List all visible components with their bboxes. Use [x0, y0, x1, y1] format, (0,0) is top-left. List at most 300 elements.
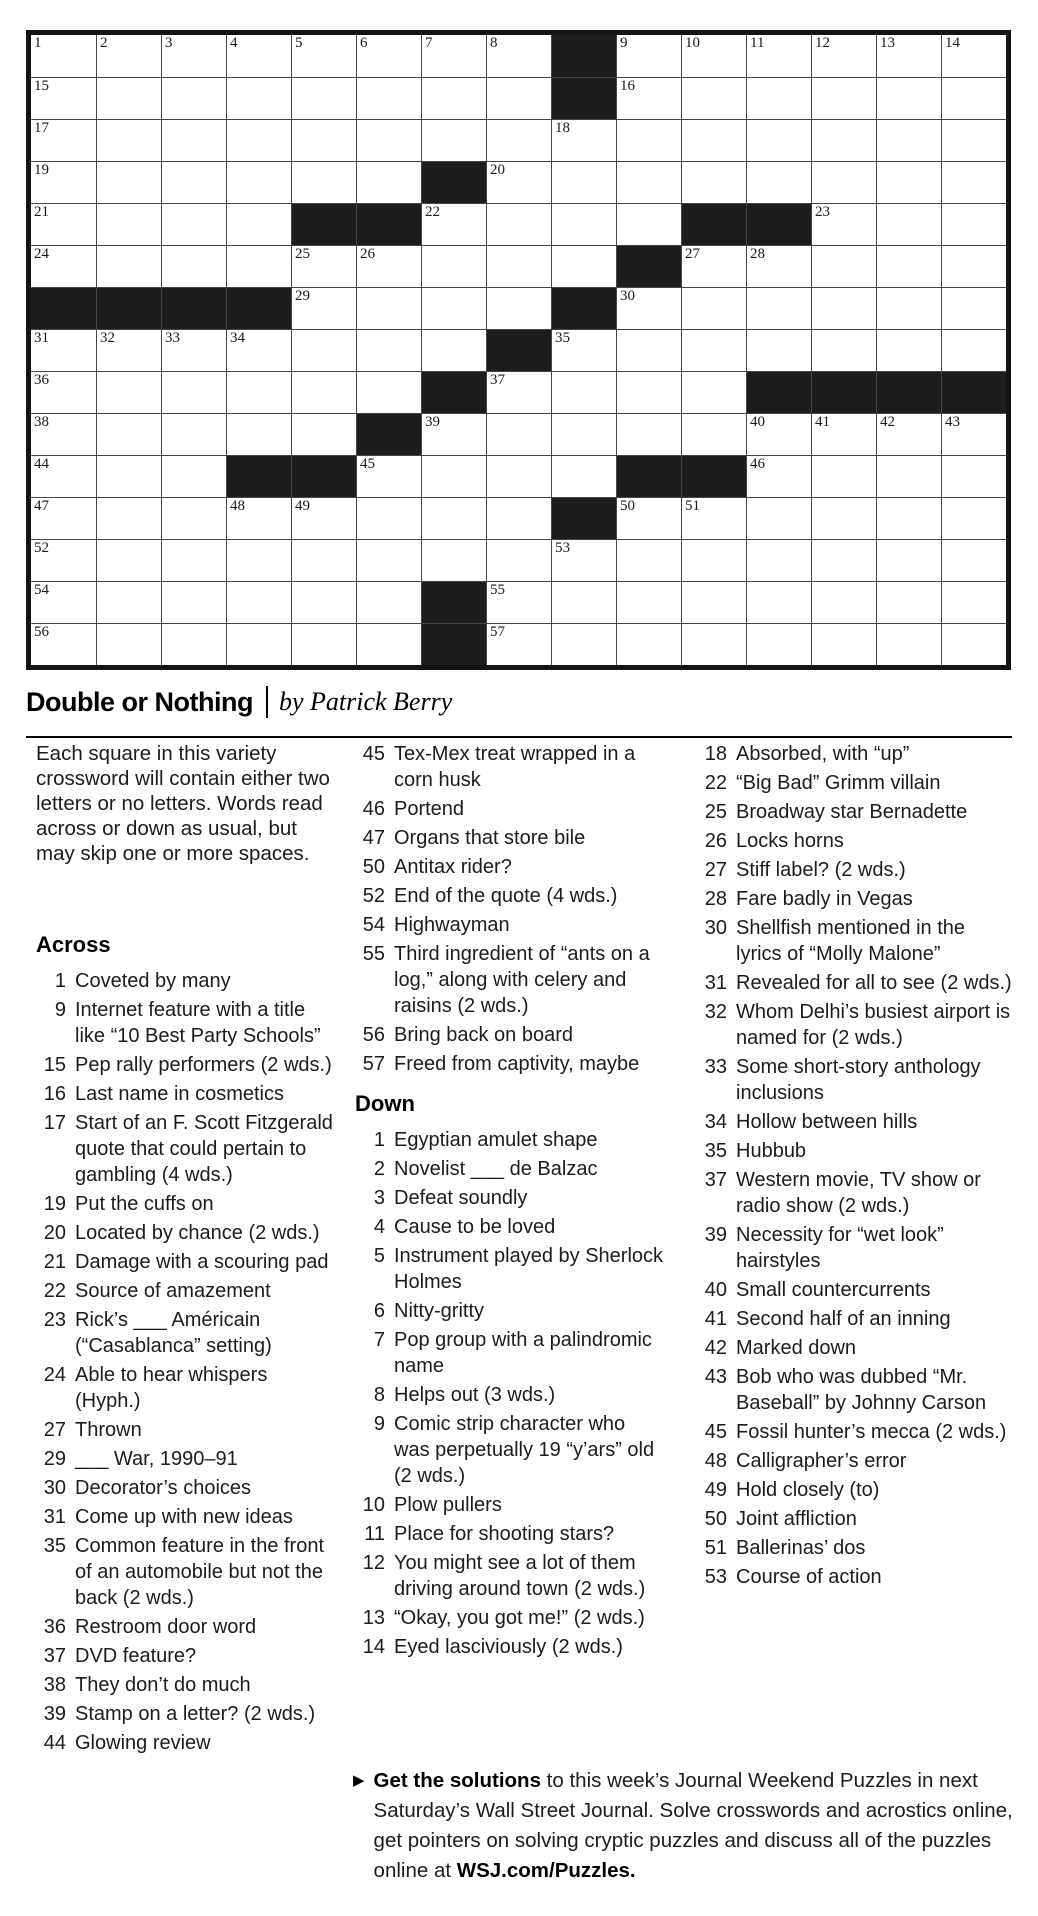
grid-cell[interactable] — [876, 287, 941, 329]
clue-number: 35 — [43, 1535, 66, 1557]
grid-cell[interactable] — [746, 455, 811, 497]
grid-cell[interactable] — [291, 35, 356, 77]
grid-cell[interactable] — [811, 497, 876, 539]
grid-cell[interactable] — [356, 161, 421, 203]
clue-text: Portend — [394, 798, 465, 820]
grid-cell[interactable] — [876, 329, 941, 371]
clue-number: 45 — [362, 743, 385, 765]
clue-number: 6 — [373, 1300, 385, 1322]
grid-cell[interactable] — [291, 287, 356, 329]
cell-number: 38 — [34, 414, 49, 430]
grid-cell[interactable] — [616, 161, 681, 203]
grid-cell[interactable] — [811, 245, 876, 287]
grid-cell[interactable] — [226, 329, 291, 371]
clue-number: 31 — [43, 1506, 66, 1528]
grid-cell[interactable] — [291, 77, 356, 119]
grid-cell[interactable] — [31, 161, 96, 203]
grid-cell[interactable] — [681, 161, 746, 203]
grid-cell[interactable] — [876, 413, 941, 455]
grid-cell[interactable] — [616, 119, 681, 161]
grid-cell[interactable] — [811, 203, 876, 245]
grid-cell[interactable] — [811, 455, 876, 497]
grid-cell[interactable] — [161, 623, 226, 665]
grid-cell[interactable] — [486, 581, 551, 623]
clue-text: Damage with a scouring pad — [75, 1251, 329, 1273]
clue-item — [36, 1730, 336, 1756]
clue-text: Defeat soundly — [394, 1187, 528, 1209]
grid-cell[interactable] — [161, 371, 226, 413]
grid-cell[interactable] — [31, 539, 96, 581]
grid-cell[interactable] — [681, 413, 746, 455]
clue-number: 54 — [362, 914, 385, 936]
clue-text: Put the cuffs on — [75, 1193, 214, 1215]
grid-cell[interactable] — [421, 329, 486, 371]
clue-item — [355, 1298, 665, 1324]
grid-cell[interactable] — [876, 581, 941, 623]
grid-cell[interactable] — [291, 413, 356, 455]
clue-number: 49 — [704, 1479, 727, 1501]
clue-text: Western movie, TV show or radio show (2 wds.) — [736, 1169, 981, 1217]
grid-cell[interactable] — [551, 413, 616, 455]
grid-cell[interactable] — [876, 203, 941, 245]
grid-cell[interactable] — [811, 581, 876, 623]
grid-cell[interactable] — [941, 119, 1006, 161]
grid-cell[interactable] — [616, 77, 681, 119]
grid-cell[interactable] — [746, 413, 811, 455]
cell-number: 24 — [34, 246, 49, 262]
grid-cell[interactable] — [356, 623, 421, 665]
clue-item — [355, 883, 665, 909]
grid-cell[interactable] — [941, 581, 1006, 623]
clue-number: 1 — [54, 970, 66, 992]
grid-cell[interactable] — [226, 539, 291, 581]
grid-cell[interactable] — [161, 35, 226, 77]
grid-cell[interactable] — [96, 623, 161, 665]
grid-cell[interactable] — [486, 371, 551, 413]
cell-number: 30 — [620, 288, 635, 304]
grid-cell[interactable] — [31, 413, 96, 455]
grid-cell — [941, 371, 1006, 413]
grid-cell[interactable] — [96, 539, 161, 581]
grid-cell[interactable] — [746, 497, 811, 539]
grid-cell[interactable] — [941, 497, 1006, 539]
grid-cell[interactable] — [876, 539, 941, 581]
grid-cell[interactable] — [941, 329, 1006, 371]
clue-item — [697, 915, 1015, 967]
grid-cell[interactable] — [226, 35, 291, 77]
grid-cell[interactable] — [96, 329, 161, 371]
grid-cell[interactable] — [161, 119, 226, 161]
grid-cell[interactable] — [486, 497, 551, 539]
grid-cell[interactable] — [291, 161, 356, 203]
grid-cell — [421, 581, 486, 623]
grid-cell[interactable] — [291, 623, 356, 665]
clue-text: Stiff label? (2 wds.) — [736, 859, 906, 881]
grid-cell[interactable] — [31, 35, 96, 77]
grid-cell[interactable] — [226, 203, 291, 245]
grid-cell[interactable] — [486, 77, 551, 119]
grid-cell[interactable] — [551, 623, 616, 665]
grid-cell[interactable] — [356, 287, 421, 329]
grid-cell[interactable] — [486, 623, 551, 665]
grid-cell[interactable] — [96, 35, 161, 77]
grid-cell[interactable] — [551, 539, 616, 581]
grid-cell[interactable] — [746, 581, 811, 623]
grid-cell[interactable] — [226, 119, 291, 161]
grid-cell[interactable] — [161, 329, 226, 371]
clue-text: Fare badly in Vegas — [736, 888, 913, 910]
clue-item — [355, 1521, 665, 1547]
clue-number: 11 — [364, 1523, 385, 1545]
clue-text: Decorator’s choices — [75, 1477, 252, 1499]
clue-item — [36, 1220, 336, 1246]
grid-cell[interactable] — [421, 77, 486, 119]
cell-number: 28 — [750, 246, 765, 262]
clue-item — [36, 1614, 336, 1640]
grid-cell[interactable] — [421, 413, 486, 455]
grid-cell[interactable] — [941, 245, 1006, 287]
cell-number: 46 — [750, 456, 765, 472]
grid-cell[interactable] — [746, 161, 811, 203]
clue-item — [36, 1307, 336, 1359]
grid-cell[interactable] — [31, 581, 96, 623]
grid-cell[interactable] — [486, 245, 551, 287]
grid-cell[interactable] — [746, 119, 811, 161]
clue-text: Necessity for “wet look” hairstyles — [736, 1224, 944, 1272]
clue-item — [36, 1672, 336, 1698]
grid-cell — [811, 371, 876, 413]
grid-cell[interactable] — [616, 35, 681, 77]
grid-cell[interactable] — [356, 371, 421, 413]
grid-cell[interactable] — [746, 329, 811, 371]
grid-cell[interactable] — [876, 455, 941, 497]
grid-cell[interactable] — [811, 623, 876, 665]
grid-cell[interactable] — [551, 581, 616, 623]
grid-cell[interactable] — [941, 413, 1006, 455]
clue-number: 1 — [373, 1129, 385, 1151]
grid-cell[interactable] — [226, 161, 291, 203]
grid-cell[interactable] — [356, 245, 421, 287]
grid-cell[interactable] — [681, 539, 746, 581]
clue-text: Ballerinas’ dos — [736, 1537, 866, 1559]
grid-cell[interactable] — [226, 497, 291, 539]
grid-cell[interactable] — [681, 329, 746, 371]
grid-cell[interactable] — [681, 35, 746, 77]
clue-item — [697, 1419, 1015, 1445]
grid-cell[interactable] — [551, 119, 616, 161]
grid-cell[interactable] — [811, 119, 876, 161]
across-clue-list-1 — [36, 968, 336, 1756]
grid-cell[interactable] — [31, 371, 96, 413]
grid-cell[interactable] — [291, 539, 356, 581]
grid-cell[interactable] — [31, 203, 96, 245]
grid-cell[interactable] — [226, 77, 291, 119]
grid-cell[interactable] — [356, 455, 421, 497]
grid-cell[interactable] — [226, 245, 291, 287]
grid-cell[interactable] — [421, 245, 486, 287]
grid-cell[interactable] — [291, 581, 356, 623]
grid-cell[interactable] — [616, 203, 681, 245]
grid-cell[interactable] — [421, 455, 486, 497]
grid-cell[interactable] — [421, 203, 486, 245]
grid-cell[interactable] — [551, 371, 616, 413]
grid-cell[interactable] — [161, 497, 226, 539]
clue-number: 55 — [362, 943, 385, 965]
clue-item — [355, 1492, 665, 1518]
grid-cell[interactable] — [161, 77, 226, 119]
grid-cell[interactable] — [226, 581, 291, 623]
clue-text: “Okay, you got me!” (2 wds.) — [394, 1607, 645, 1629]
grid-cell[interactable] — [96, 119, 161, 161]
grid-cell[interactable] — [421, 497, 486, 539]
grid-cell[interactable] — [876, 497, 941, 539]
grid-cell[interactable] — [616, 413, 681, 455]
grid-cell[interactable] — [96, 77, 161, 119]
grid-cell[interactable] — [96, 413, 161, 455]
cell-number: 16 — [620, 78, 635, 94]
grid-cell[interactable] — [746, 245, 811, 287]
solutions-note — [353, 1766, 1015, 1886]
clue-number: 40 — [704, 1279, 727, 1301]
grid-cell[interactable] — [291, 245, 356, 287]
cell-number: 36 — [34, 372, 49, 388]
grid-cell[interactable] — [811, 35, 876, 77]
grid-cell[interactable] — [486, 413, 551, 455]
clue-text: Start of an F. Scott Fitzgerald quote that could pertain to gambling (4 wds.) — [75, 1112, 333, 1186]
grid-cell[interactable] — [161, 203, 226, 245]
clue-text: Organs that store bile — [394, 827, 586, 849]
cell-number: 56 — [34, 624, 49, 640]
grid-cell[interactable] — [96, 203, 161, 245]
cell-number: 11 — [750, 35, 765, 51]
grid-cell[interactable] — [486, 287, 551, 329]
clue-number: 23 — [43, 1309, 66, 1331]
clue-item — [355, 1022, 665, 1048]
down-heading: Down — [355, 1091, 415, 1116]
grid-cell[interactable] — [811, 161, 876, 203]
clue-text: Third ingredient of “ants on a log,” along with celery and raisins (2 wds.) — [394, 943, 650, 1017]
clue-number: 19 — [43, 1193, 66, 1215]
cell-number: 18 — [555, 120, 570, 136]
grid-cell[interactable] — [161, 245, 226, 287]
clue-item — [355, 741, 665, 793]
cell-number: 34 — [230, 330, 245, 346]
grid-cell[interactable] — [941, 77, 1006, 119]
grid-cell — [226, 455, 291, 497]
grid-cell[interactable] — [226, 371, 291, 413]
grid-cell[interactable] — [356, 119, 421, 161]
title-divider — [266, 686, 268, 718]
grid-cell[interactable] — [226, 623, 291, 665]
clue-number: 15 — [43, 1054, 66, 1076]
grid-cell[interactable] — [161, 581, 226, 623]
grid-cell[interactable] — [681, 77, 746, 119]
grid-cell[interactable] — [291, 119, 356, 161]
grid-cell[interactable] — [486, 35, 551, 77]
grid-cell[interactable] — [616, 329, 681, 371]
grid-cell[interactable] — [161, 539, 226, 581]
grid-cell[interactable] — [616, 539, 681, 581]
grid-cell[interactable] — [551, 161, 616, 203]
grid-cell[interactable] — [356, 539, 421, 581]
grid-cell[interactable] — [681, 581, 746, 623]
grid-cell[interactable] — [616, 497, 681, 539]
grid-cell[interactable] — [356, 35, 421, 77]
grid-cell[interactable] — [746, 77, 811, 119]
grid-cell[interactable] — [551, 329, 616, 371]
clue-text: “Big Bad” Grimm villain — [736, 772, 941, 794]
grid-cell[interactable] — [96, 497, 161, 539]
clue-item — [36, 1249, 336, 1275]
grid-cell[interactable] — [746, 623, 811, 665]
grid-cell[interactable] — [941, 623, 1006, 665]
grid-cell[interactable] — [941, 161, 1006, 203]
grid-cell[interactable] — [161, 455, 226, 497]
grid-cell[interactable] — [941, 203, 1006, 245]
grid-cell[interactable] — [356, 497, 421, 539]
cell-number: 47 — [34, 498, 49, 514]
grid-cell[interactable] — [96, 245, 161, 287]
clue-number: 17 — [43, 1112, 66, 1134]
clue-item — [697, 741, 1015, 767]
grid-cell[interactable] — [811, 413, 876, 455]
clue-item — [36, 1533, 336, 1611]
clue-text: Marked down — [736, 1337, 857, 1359]
grid-cell[interactable] — [486, 539, 551, 581]
grid-cell[interactable] — [681, 623, 746, 665]
grid-cell[interactable] — [811, 77, 876, 119]
grid-cell[interactable] — [616, 287, 681, 329]
clue-text: Coveted by many — [75, 970, 231, 992]
grid-cell[interactable] — [31, 119, 96, 161]
grid-cell — [356, 413, 421, 455]
clue-text: Some short-story anthology inclusions — [736, 1056, 981, 1104]
grid-cell[interactable] — [876, 119, 941, 161]
clue-item — [697, 886, 1015, 912]
grid-cell[interactable] — [551, 203, 616, 245]
grid-cell[interactable] — [486, 203, 551, 245]
grid-cell[interactable] — [876, 77, 941, 119]
clue-item — [355, 941, 665, 1019]
grid-cell[interactable] — [356, 581, 421, 623]
clue-item — [355, 854, 665, 880]
grid-cell[interactable] — [616, 371, 681, 413]
grid-cell[interactable] — [681, 119, 746, 161]
clue-number: 50 — [362, 856, 385, 878]
clue-number: 4 — [373, 1216, 385, 1238]
grid-cell[interactable] — [746, 287, 811, 329]
grid-cell[interactable] — [96, 455, 161, 497]
grid-cell[interactable] — [941, 287, 1006, 329]
grid-cell[interactable] — [356, 77, 421, 119]
grid-cell[interactable] — [31, 623, 96, 665]
clue-text: End of the quote (4 wds.) — [394, 885, 618, 907]
grid-cell[interactable] — [876, 623, 941, 665]
cell-number: 12 — [815, 35, 830, 51]
grid-cell[interactable] — [681, 287, 746, 329]
clue-item — [355, 1127, 665, 1153]
clue-number: 24 — [43, 1364, 66, 1386]
grid-cell[interactable] — [96, 371, 161, 413]
clue-number: 39 — [704, 1224, 727, 1246]
grid-cell[interactable] — [811, 539, 876, 581]
grid-cell[interactable] — [161, 161, 226, 203]
cell-number: 52 — [34, 540, 49, 556]
grid-cell[interactable] — [876, 161, 941, 203]
grid-cell[interactable] — [616, 581, 681, 623]
grid-cell[interactable] — [941, 35, 1006, 77]
grid-cell[interactable] — [291, 371, 356, 413]
grid-cell[interactable] — [941, 539, 1006, 581]
clue-text: Fossil hunter’s mecca (2 wds.) — [736, 1421, 1007, 1443]
clue-number: 18 — [704, 743, 727, 765]
grid-cell[interactable] — [421, 539, 486, 581]
grid-cell[interactable] — [746, 539, 811, 581]
grid-cell[interactable] — [486, 455, 551, 497]
grid-cell[interactable] — [811, 329, 876, 371]
grid-cell[interactable] — [746, 35, 811, 77]
grid-cell[interactable] — [31, 77, 96, 119]
grid-cell[interactable] — [876, 35, 941, 77]
grid-cell — [616, 245, 681, 287]
grid-cell — [421, 623, 486, 665]
grid-cell[interactable] — [876, 245, 941, 287]
cell-number: 37 — [490, 372, 505, 388]
clue-item — [697, 799, 1015, 825]
grid-cell[interactable] — [941, 455, 1006, 497]
grid-cell[interactable] — [31, 497, 96, 539]
cell-number: 55 — [490, 582, 505, 598]
grid-cell[interactable] — [161, 413, 226, 455]
grid-cell[interactable] — [486, 119, 551, 161]
cell-number: 14 — [945, 35, 960, 51]
cell-number: 23 — [815, 204, 830, 220]
clue-item — [697, 1564, 1015, 1590]
grid-cell[interactable] — [421, 287, 486, 329]
grid-cell[interactable] — [291, 329, 356, 371]
grid-cell[interactable] — [551, 245, 616, 287]
grid-cell[interactable] — [291, 497, 356, 539]
grid-cell[interactable] — [31, 455, 96, 497]
clue-number: 38 — [43, 1674, 66, 1696]
grid-cell[interactable] — [96, 161, 161, 203]
grid-cell[interactable] — [681, 371, 746, 413]
grid-cell[interactable] — [356, 329, 421, 371]
crossword-grid — [31, 35, 1006, 665]
grid-cell[interactable] — [681, 245, 746, 287]
grid-cell[interactable] — [96, 581, 161, 623]
grid-cell[interactable] — [811, 287, 876, 329]
clue-text: DVD feature? — [75, 1645, 197, 1667]
grid-cell[interactable] — [486, 161, 551, 203]
grid-cell[interactable] — [31, 329, 96, 371]
grid-cell[interactable] — [226, 413, 291, 455]
clue-text: Freed from captivity, maybe — [394, 1053, 640, 1075]
grid-cell[interactable] — [421, 35, 486, 77]
grid-cell[interactable] — [551, 455, 616, 497]
grid-cell[interactable] — [31, 245, 96, 287]
clue-text: Bring back on board — [394, 1024, 574, 1046]
grid-cell[interactable] — [616, 623, 681, 665]
grid-cell[interactable] — [421, 119, 486, 161]
cell-number: 6 — [360, 35, 368, 51]
grid-cell[interactable] — [681, 497, 746, 539]
clue-item — [697, 1335, 1015, 1361]
grid-cell — [486, 329, 551, 371]
grid-cell — [551, 35, 616, 77]
clue-number: 8 — [373, 1384, 385, 1406]
cell-number: 20 — [490, 162, 505, 178]
